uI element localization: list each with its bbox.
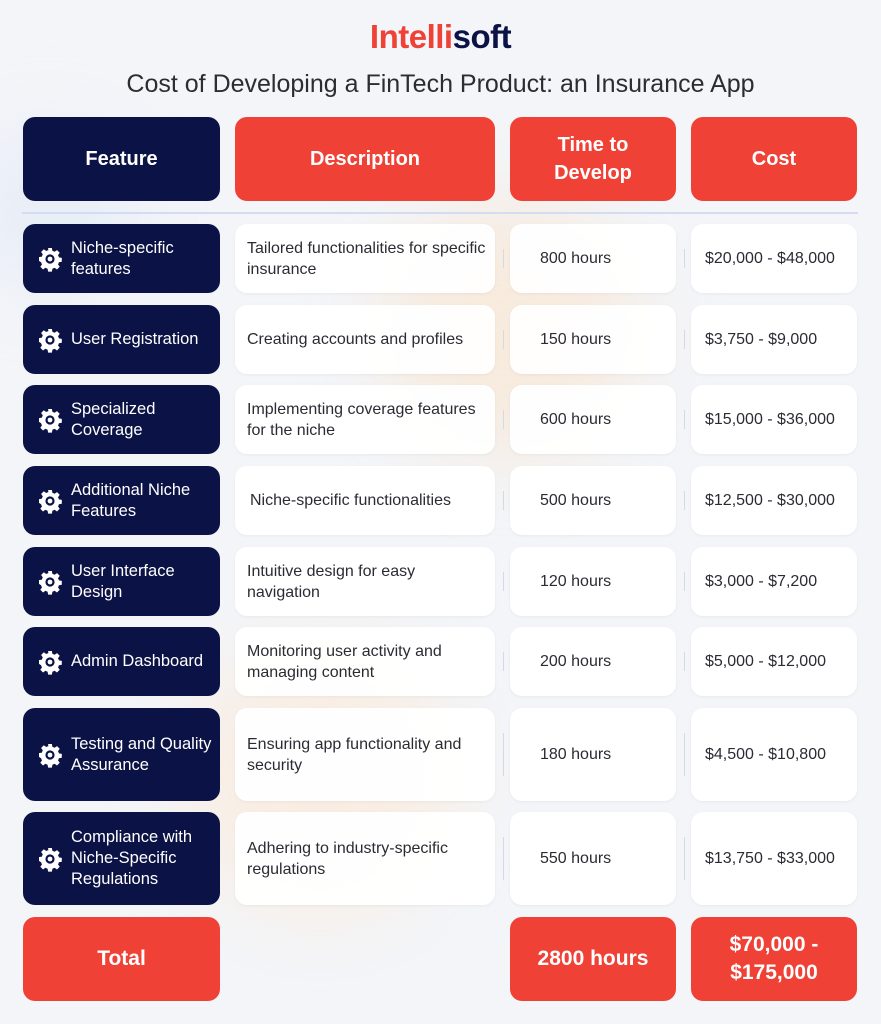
total-time: 2800 hours (510, 917, 676, 1001)
header-description: Description (235, 117, 495, 201)
feature-cell (23, 812, 220, 905)
cost-cell: $13,750 - $33,000 (691, 812, 857, 905)
feature-label: User Interface Design (71, 561, 175, 601)
gear-icon (37, 488, 63, 514)
description-cell: Adhering to industry-specific regulations (235, 812, 495, 905)
cost-cell: $3,750 - $9,000 (691, 305, 857, 374)
description-cell: Niche-specific functionalities (235, 466, 495, 535)
cost-cell: $4,500 - $10,800 (691, 708, 857, 801)
description-cell: Ensuring app functionality and security (235, 708, 495, 801)
time-cell: 150 hours (510, 305, 676, 374)
feature-label: Additional Niche Features (71, 480, 191, 520)
feature-label: Niche-specific features (71, 238, 174, 278)
feature-cell (23, 305, 220, 374)
time-cell: 800 hours (510, 224, 676, 293)
header-time: Time to Develop (510, 117, 676, 201)
cost-cell: $15,000 - $36,000 (691, 385, 857, 454)
gear-icon (37, 246, 63, 272)
header-divider (22, 212, 858, 214)
cost-cell: $5,000 - $12,000 (691, 627, 857, 696)
time-cell: 500 hours (510, 466, 676, 535)
gear-icon (37, 649, 63, 675)
feature-label: Compliance with Niche-Specific Regulations (71, 828, 193, 888)
feature-cell (23, 466, 220, 535)
feature-cell (23, 627, 220, 696)
feature-label: Admin Dashboard (71, 652, 204, 670)
header-cost: Cost (691, 117, 857, 201)
description-cell: Intuitive design for easy navigation (235, 547, 495, 616)
gear-icon (37, 569, 63, 595)
feature-cell (23, 708, 220, 801)
feature-label: Testing and Quality Assurance (71, 734, 212, 774)
time-cell: 200 hours (510, 627, 676, 696)
description-cell: Implementing coverage features for the niche (235, 385, 495, 454)
time-cell: 180 hours (510, 708, 676, 801)
total-label: Total (23, 917, 220, 1001)
feature-label: User Registration (71, 330, 199, 348)
page-title: Cost of Developing a FinTech Product: an Insurance App (126, 70, 755, 98)
gear-icon (37, 407, 63, 433)
brand-logo: Intellisoft (369, 18, 512, 55)
feature-label: Specialized Coverage (71, 399, 156, 439)
cost-cell: $20,000 - $48,000 (691, 224, 857, 293)
cost-cell: $12,500 - $30,000 (691, 466, 857, 535)
description-cell: Creating accounts and profiles (235, 305, 495, 374)
feature-cell (23, 385, 220, 454)
gear-icon (37, 742, 63, 768)
description-cell: Monitoring user activity and managing content (235, 627, 495, 696)
time-cell: 550 hours (510, 812, 676, 905)
header-feature: Feature (23, 117, 220, 201)
cost-cell: $3,000 - $7,200 (691, 547, 857, 616)
total-cost: $70,000 - $175,000 (691, 917, 857, 1001)
feature-cell (23, 224, 220, 293)
description-cell: Tailored functionalities for specific insurance (235, 224, 495, 293)
gear-icon (37, 846, 63, 872)
time-cell: 600 hours (510, 385, 676, 454)
gear-icon (37, 327, 63, 353)
time-cell: 120 hours (510, 547, 676, 616)
feature-cell (23, 547, 220, 616)
